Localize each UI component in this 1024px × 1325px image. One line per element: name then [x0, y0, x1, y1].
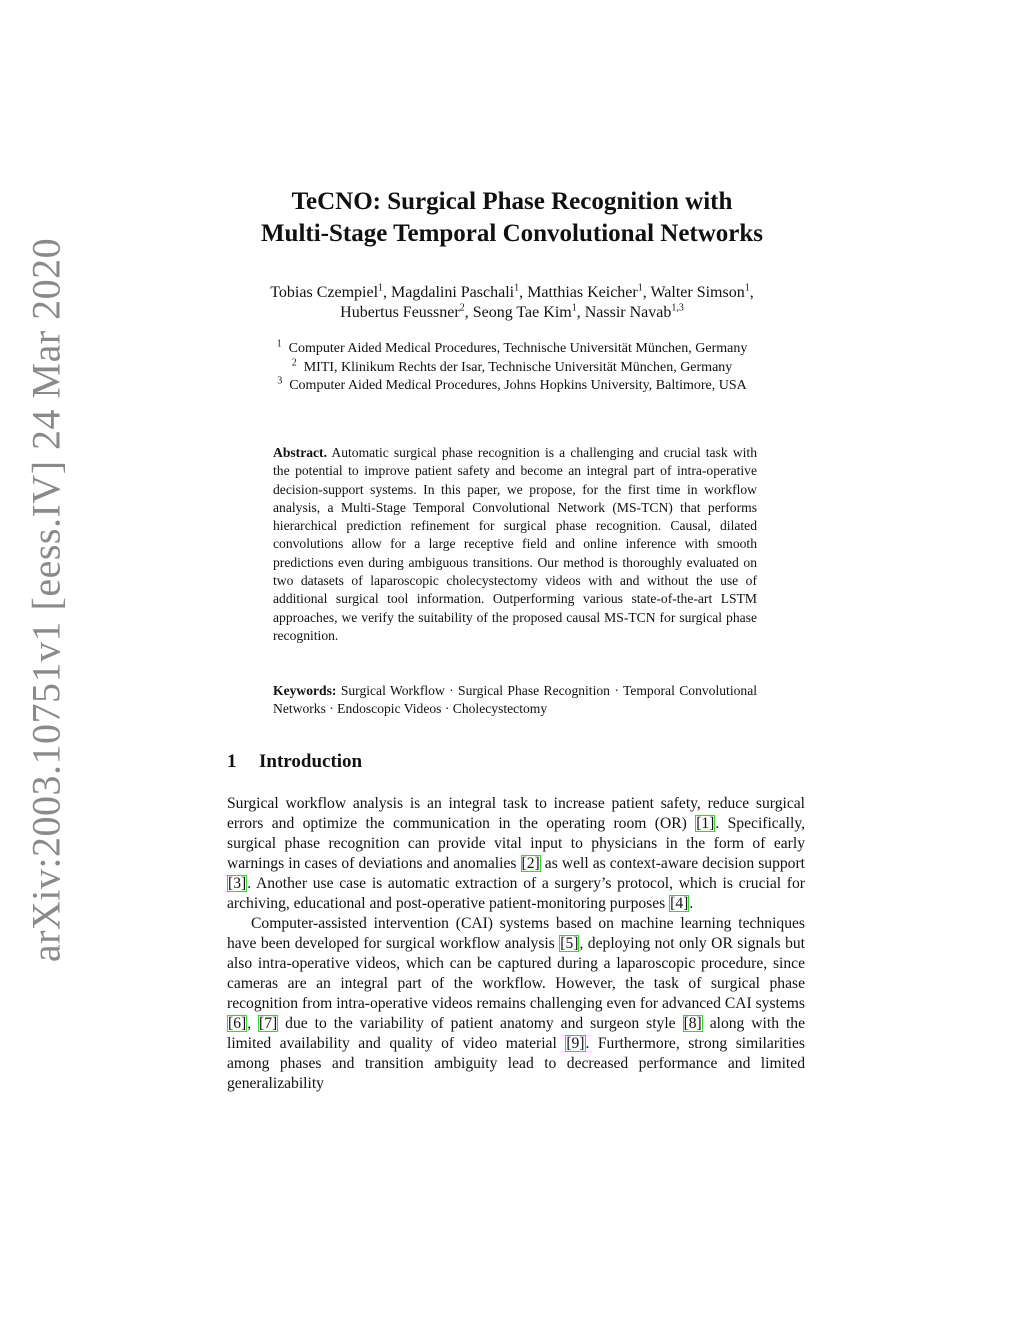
text-run: along with the limited availability and quality of video material: [227, 1015, 805, 1052]
affiliation-number: 1: [276, 338, 282, 350]
text-run: ,: [247, 1015, 259, 1032]
section-heading: [227, 751, 362, 773]
body-text: [227, 794, 805, 1094]
author-affiliation-mark: 1: [744, 282, 750, 294]
text-run: . Furthermore, strong similarities among phases and transition ambiguity lead to decreased performance and limited generalizability: [227, 1035, 805, 1092]
text-run: , deploying not only OR signals but also intra-operative videos, which can be captured during a laparoscopic procedure, since cameras are an integral part of the workflow. However, the task of surgical phase recognition from intra-operative videos remains challenging even for advanced CAI systems: [227, 935, 805, 1012]
affiliation-text: MITI, Klinikum Rechts der Isar, Technische Universität München, Germany: [303, 359, 733, 375]
citation-link[interactable]: [3]: [228, 875, 247, 892]
keywords-text: Surgical Workflow · Surgical Phase Recognition · Temporal Convolutional Networks · Endoscopic Videos · Cholecystectomy: [273, 683, 758, 717]
section-title: Introduction: [259, 751, 363, 772]
affiliation-list: [0, 340, 1024, 396]
title-line-2: Multi-Stage Temporal Convolutional Networks: [260, 220, 764, 247]
text-run: Surgical workflow analysis is an integral task to increase patient safety, reduce surgical errors and optimize the communication in the operating room (OR): [227, 795, 805, 832]
paragraph: [227, 914, 805, 1094]
citation-link[interactable]: [4]: [670, 895, 689, 912]
author-affiliation-mark: 1,3: [671, 302, 684, 314]
abstract-label: Abstract.: [273, 445, 327, 460]
author-affiliation-mark: 2: [459, 302, 465, 314]
citation-link[interactable]: [1]: [696, 815, 715, 832]
affiliation-item: [0, 340, 1024, 359]
text-run: . Specifically, surgical phase recognition can provide vital input to physicians in the form of early warnings in cases of deviations and anomalies: [227, 815, 805, 872]
author-name: Magdalini Paschali: [391, 284, 515, 301]
author-name: Tobias Czempiel: [270, 284, 379, 301]
keywords-label: Keywords:: [273, 683, 337, 698]
keywords: [273, 682, 757, 719]
author-name: Walter Simson: [650, 284, 745, 301]
text-run: as well as context-aware decision support: [540, 855, 806, 872]
author-name: Hubertus Feussner: [340, 304, 460, 321]
citation-link[interactable]: [9]: [566, 1035, 585, 1052]
author-list: Tobias Czempiel$^1$, Magdalini Paschali$^1$, Matthias Keicher$^1$, Walter Simson$^1$, Hubertus Feussner$^2$, Seong Tae Kim$^1$, Nassir Navab$^{1,3}$: [270, 282, 754, 321]
text-run: . Another use case is automatic extraction of a surgery’s protocol, which is crucial for archiving, educational and post-operative patient-monitoring purposes: [227, 875, 805, 912]
author-affiliation-mark: 1: [571, 302, 577, 314]
title-line-1: TeCNO: Surgical Phase Recognition with: [291, 188, 733, 215]
author-affiliation-mark: 1: [378, 282, 384, 294]
arxiv-id: arXiv:2003.10751v1 [eess.IV] 24 Mar 2020: [23, 237, 69, 963]
citation-link[interactable]: [8]: [683, 1015, 702, 1032]
author-affiliation-mark: 1: [514, 282, 520, 294]
abstract-text: Automatic surgical phase recognition is a challenging and crucial task with the potential to improve patient safety and become an integral part of intra-operative decision-support systems. In this paper, we propose, for the first time in workflow analysis, a Multi-Stage Temporal Convolutional Network (MS-TCN) that performs hierarchical prediction refinement for surgical phase recognition. Causal, dilated convolutions allow for a large receptive field and online inference with smooth predictions even during ambiguous transitions. Our method is thoroughly evaluated on two datasets of laparoscopic cholecystectomy videos with and without the use of additional surgical tool information. Outperforming various state-of-the-art LSTM approaches, we verify the suitability of the proposed causal MS-TCN for surgical phase recognition.: [273, 445, 757, 643]
affiliation-number: 3: [277, 375, 283, 387]
citation-link[interactable]: [7]: [259, 1015, 278, 1032]
affiliation-item: [0, 377, 1024, 396]
text-run: Computer-assisted intervention (CAI) systems based on machine learning techniques have been developed for surgical workflow analysis: [227, 915, 805, 952]
text-run: .: [689, 895, 694, 912]
paper-title: [0, 186, 1024, 250]
author-name: Matthias Keicher: [527, 284, 638, 301]
paragraph: [227, 794, 805, 914]
citation-link[interactable]: [6]: [228, 1015, 247, 1032]
affiliation-item: [0, 356, 1024, 378]
section-number: 1: [227, 751, 237, 772]
affiliation-number: 2: [291, 356, 297, 368]
author-name: Nassir Navab: [584, 304, 672, 321]
affiliation-text: Computer Aided Medical Procedures, Technische Universität München, Germany: [288, 341, 748, 356]
affiliation-text: Computer Aided Medical Procedures, Johns Hopkins University, Baltimore, USA: [289, 378, 747, 393]
author-name: Seong Tae Kim: [472, 304, 572, 321]
citation-link[interactable]: [2]: [521, 855, 540, 872]
abstract: [273, 444, 757, 645]
citation-link[interactable]: [5]: [560, 935, 579, 952]
text-run: due to the variability of patient anatomy and surgeon style: [278, 1015, 683, 1032]
author-affiliation-mark: 1: [637, 282, 643, 294]
